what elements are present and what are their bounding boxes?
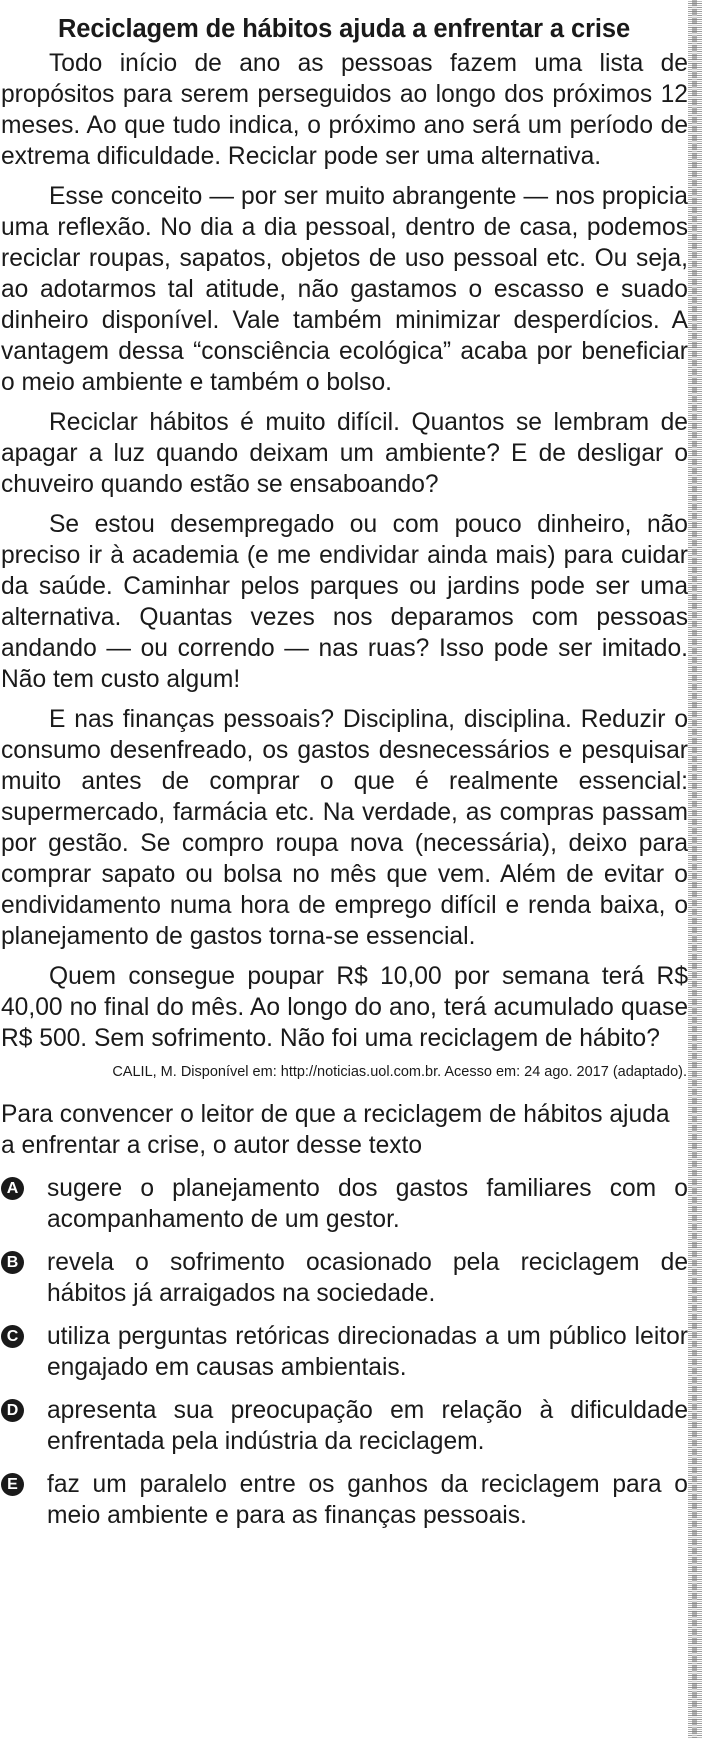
article-paragraph-4: Se estou desempregado ou com pouco dinheiro, não preciso ir à academia (e me endividar ainda mais) para cuidar da saúde. Caminhar pelos parques ou jardins pode ser uma alternativa. Quantas vezes nos deparamos com pessoas andando — ou correndo — nas ruas? Isso pode ser imitado. Não tem custo algum! <box>1 511 688 693</box>
question-stem: Para convencer o leitor de que a reciclagem de hábitos ajuda a enfrentar a crise, o autor desse texto <box>1 1101 670 1159</box>
margin-security-strip <box>688 0 702 1738</box>
article-body <box>0 46 688 1054</box>
answer-option-d-text: apresenta sua preocupação em relação à dificuldade enfrentada pela indústria da reciclagem. <box>47 1397 688 1455</box>
answer-options <box>0 1173 688 1531</box>
answer-option-e[interactable] <box>0 1469 688 1531</box>
option-letter-c-badge: C <box>1 1325 24 1348</box>
answer-option-b-text: revela o sofrimento ocasionado pela reciclagem de hábitos já arraigados na sociedade. <box>47 1249 688 1307</box>
answer-option-b[interactable] <box>0 1247 688 1309</box>
article-paragraph-2: Esse conceito — por ser muito abrangente — nos propicia uma reflexão. No dia a dia pessoal, dentro de casa, podemos reciclar roupas, sapatos, objetos de uso pessoal etc. Ou seja, ao adotarmos tal atitude, não gastamos o escasso e suado dinheiro disponível. Vale também minimizar desperdícios. A vantagem dessa “consciência ecológica” acaba por beneficiar o meio ambiente e também o bolso. <box>1 183 688 396</box>
answer-option-e-text: faz um paralelo entre os ganhos da reciclagem para o meio ambiente e para as finanças pessoais. <box>47 1471 688 1529</box>
answer-option-c[interactable] <box>0 1321 688 1383</box>
article-paragraph-5: E nas finanças pessoais? Disciplina, disciplina. Reduzir o consumo desenfreado, os gastos desnecessários e pesquisar muito antes de comprar o que é realmente essencial: supermercado, farmácia etc. Na verdade, as compras passam por gestão. Se compro roupa nova (necessária), deixo para comprar sapato ou bolsa no mês que vem. Além de evitar o endividamento numa hora de emprego difícil e renda baixa, o planejamento de gastos torna-se essencial. <box>1 706 688 950</box>
article-paragraph-6: Quem consegue poupar R$ 10,00 por semana terá R$ 40,00 no final do mês. Ao longo do ano, terá acumulado quase R$ 500. Sem sofrimento. Não foi uma reciclagem de hábito? <box>1 963 688 1052</box>
option-letter-d-badge: D <box>1 1399 24 1422</box>
article-title: Reciclagem de hábitos ajuda a enfrentar a crise <box>57 15 631 43</box>
answer-option-a[interactable] <box>0 1173 688 1235</box>
answer-option-d[interactable] <box>0 1395 688 1457</box>
answer-option-c-text: utiliza perguntas retóricas direcionadas a um público leitor engajado em causas ambientais. <box>47 1323 688 1381</box>
answer-option-a-text: sugere o planejamento dos gastos familiares com o acompanhamento de um gestor. <box>47 1175 688 1233</box>
option-letter-b-badge: B <box>1 1251 24 1274</box>
option-letter-a-badge: A <box>1 1177 24 1200</box>
article-paragraph-1: Todo início de ano as pessoas fazem uma lista de propósitos para serem perseguidos ao longo dos próximos 12 meses. Ao que tudo indica, o próximo ano será um período de extrema dificuldade. Reciclar pode ser uma alternativa. <box>1 50 688 170</box>
article-paragraph-3: Reciclar hábitos é muito difícil. Quantos se lembram de apagar a luz quando deixam um ambiente? E de desligar o chuveiro quando estão se ensaboando? <box>1 409 688 498</box>
option-letter-e-badge: E <box>1 1473 24 1496</box>
source-citation: CALIL, M. Disponível em: http://noticias.uol.com.br. Acesso em: 24 ago. 2017 (adaptado). <box>112 1064 687 1080</box>
